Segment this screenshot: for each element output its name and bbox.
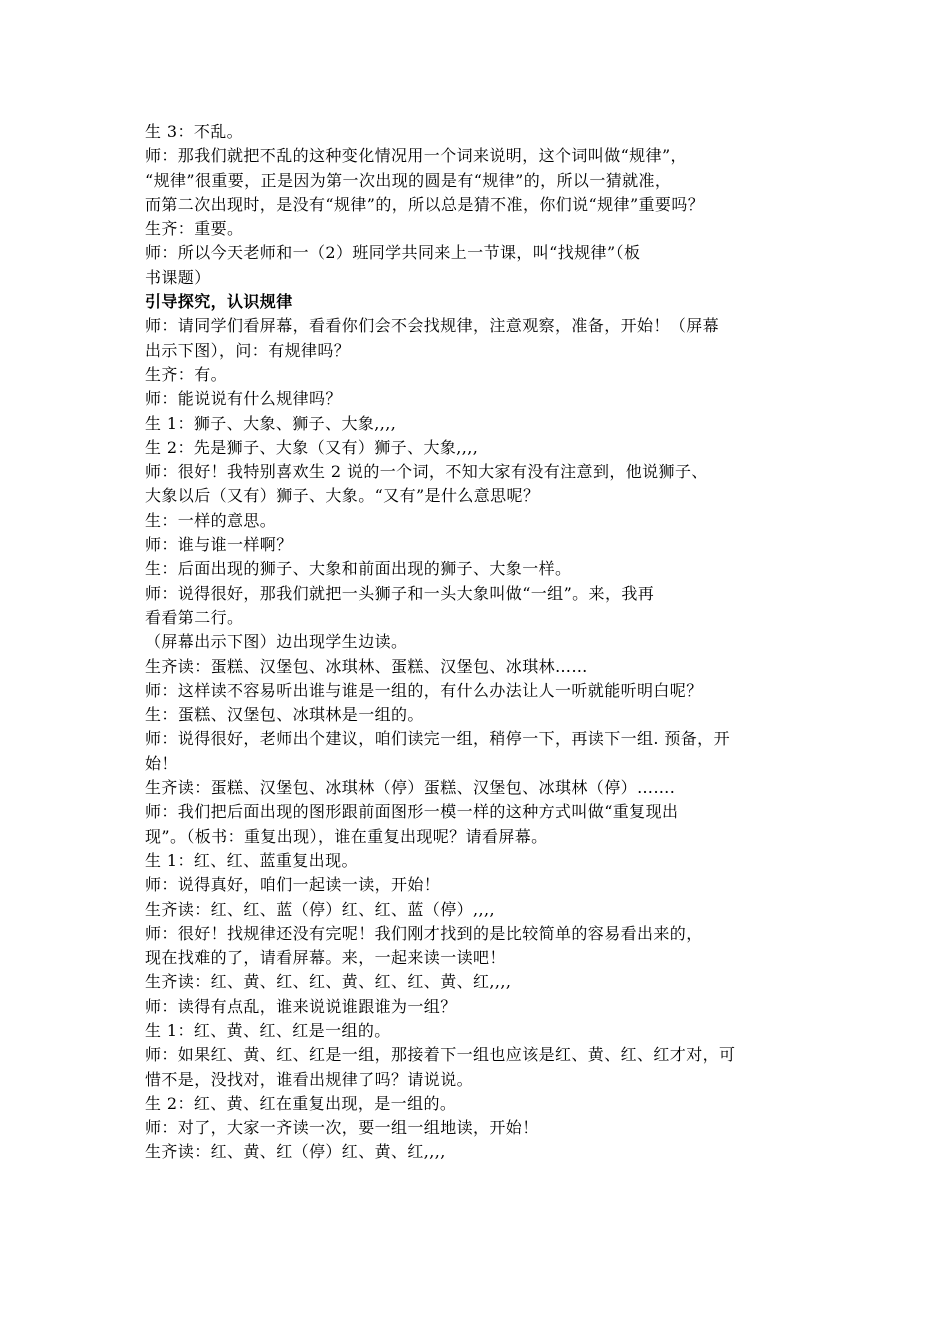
text-line: 师：说得很好，老师出个建议，咱们读完一组，稍停一下，再读下一组. 预备，开 [145,729,730,749]
text-line: 师：那我们就把不乱的这种变化情况用一个词来说明，这个词叫做“规律”， [145,146,687,166]
text-line: 生 1：红、黄、红、红是一组的。 [145,1020,391,1040]
text-line: 生 2：红、黄、红在重复出现，是一组的。 [145,1093,457,1113]
text-line: 生：一样的意思。 [145,510,277,530]
text-line: 师：能说说有什么规律吗？ [145,389,342,409]
text-line: 生 1：狮子、大象、狮子、大象,,,, [145,413,397,433]
text-line: 生 3：不乱。 [145,122,244,141]
text-line: 师：说得真好，咱们一起读一读，开始！ [145,875,441,895]
text-line: 师：对了，大家一齐读一次，要一组一组地读，开始！ [145,1118,539,1138]
text-line: 生 2：先是狮子、大象（又有）狮子、大象,,,, [145,437,479,457]
text-line: 师：这样读不容易听出谁与谁是一组的，有什么办法让人一听就能听明白呢？ [145,680,703,700]
text-line: 生齐读：蛋糕、汉堡包、冰琪林（停）蛋糕、汉堡包、冰琪林（停）……. [145,778,676,798]
text-line: 师：如果红、黄、红、红是一组，那接着下一组也应该是红、黄、红、红才对，可 [145,1045,736,1065]
text-line: “规律”很重要，正是因为第一次出现的圆是有“规律”的，所以一猜就准， [145,170,672,190]
text-line: 生齐：重要。 [145,219,244,239]
text-line: 师：所以今天老师和一（2）班同学共同来上一节课，叫“找规律”（板 [145,243,641,263]
text-line: 书课题） [145,267,211,287]
text-line: 生齐读：蛋糕、汉堡包、冰琪林、蛋糕、汉堡包、冰琪林…… [145,656,588,676]
text-line: 始！ [145,753,178,773]
text-line: 生齐：有。 [145,364,228,384]
text-line: 看看第二行。 [145,607,244,627]
text-line: 师：很好！我特别喜欢生 2 说的一个词，不知大家有没有注意到，他说狮子、 [145,462,708,482]
section-heading: 引导探究，认识规律 [145,292,293,312]
text-line: 惜不是，没找对，谁看出规律了吗？请说说。 [145,1069,474,1089]
text-line: 生齐读：红、黄、红（停）红、黄、红,,,, [145,1142,446,1162]
text-line: 师：谁与谁一样啊？ [145,535,293,555]
text-line: 师：请同学们看屏幕，看看你们会不会找规律，注意观察，准备，开始！（屏幕 [145,316,720,336]
document-page [145,120,810,1165]
text-line: 现”。（板书：重复出现），谁在重复出现呢？请看屏幕。 [145,826,548,846]
text-line: 师：我们把后面出现的图形跟前面图形一模一样的这种方式叫做“重复现出 [145,802,679,822]
text-line: 现在找难的了，请看屏幕。来，一起来读一读吧！ [145,948,506,968]
text-line: 大象以后（又有）狮子、大象。“又有”是什么意思呢？ [145,486,540,506]
text-line: 师：很好！找规律还没有完呢！我们刚才找到的是比较简单的容易看出来的， [145,923,703,943]
text-line: 生齐读：红、黄、红、红、黄、红、红、黄、红,,,, [145,972,512,992]
text-line: 生 1：红、红、蓝重复出现。 [145,850,358,870]
text-line: 而第二次出现时，是没有“规律”的，所以总是猜不准，你们说“规律”重要吗？ [145,194,705,214]
text-line: 生：后面出现的狮子、大象和前面出现的狮子、大象一样。 [145,559,572,579]
text-line: 生齐读：红、红、蓝（停）红、红、蓝（停）,,,, [145,899,495,919]
text-line: （屏幕出示下图）边出现学生边读。 [145,632,408,652]
text-line: 师：读得有点乱，谁来说说谁跟谁为一组？ [145,996,457,1016]
text-line: 出示下图），问：有规律吗？ [145,340,351,360]
text-line: 师：说得很好，那我们就把一头狮子和一头大象叫做“一组”。来，我再 [145,583,655,603]
text-line: 生：蛋糕、汉堡包、冰琪林是一组的。 [145,705,424,725]
